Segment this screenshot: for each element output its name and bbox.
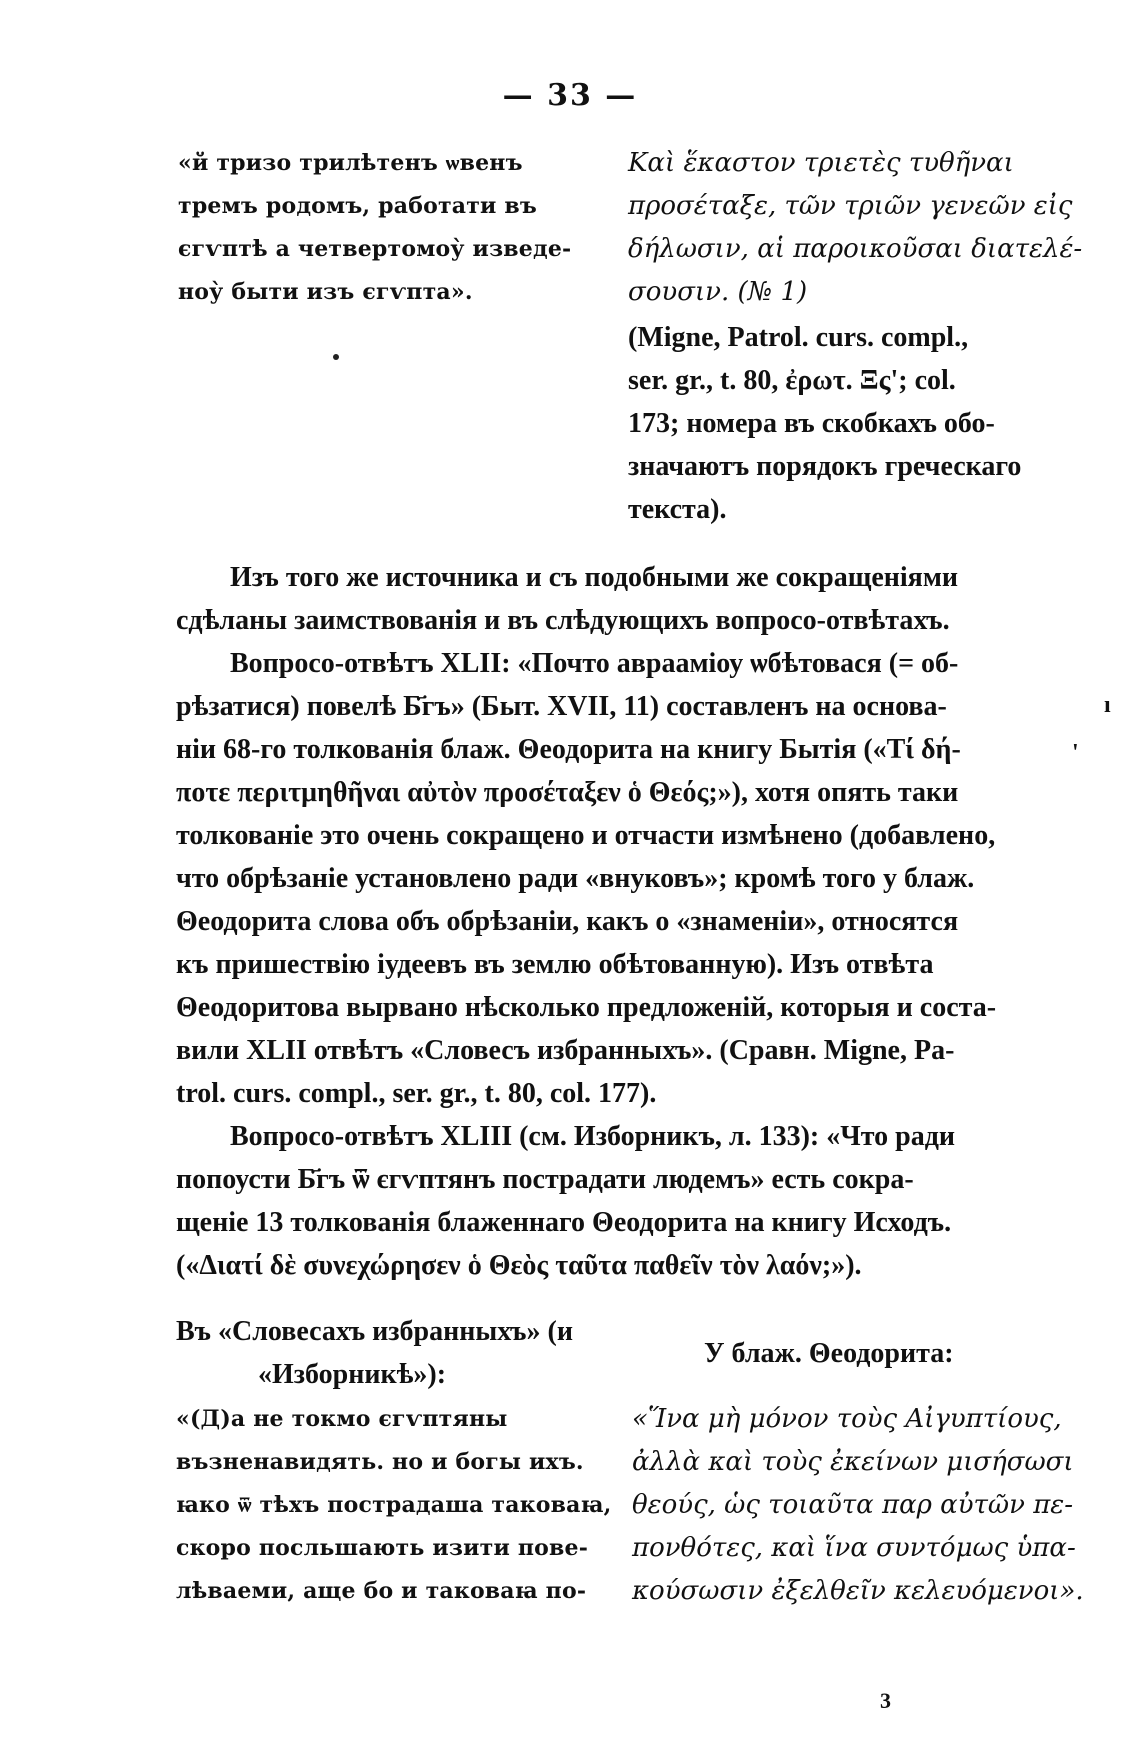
body-line: что обрѣзаніе установлено ради «внуковъ»; кромѣ того у блаж. [176, 863, 975, 894]
greek-line: πονθότες, καὶ ἵνα συντόμως ὑπα- [632, 1533, 1076, 1563]
heading-line: У блаж. Θеодорита: [704, 1338, 954, 1369]
reference-line: текста). [628, 494, 727, 525]
slavonic-line: ноу̀ быти изъ єгѵпта». [178, 279, 473, 305]
greek-line: θεούς, ὡς τοιαῦτα παρ αὐτῶν πε- [632, 1490, 1074, 1520]
reference-line: ser. gr., t. 80, ἐρωτ. Ξς'; col. [628, 365, 956, 396]
greek-line: ἀλλὰ καὶ τοὺς ἐκείνων μισήσωσι [632, 1447, 1074, 1477]
slavonic-line: скоро посльшають изити пове- [176, 1535, 589, 1561]
slavonic-line: ꙗко ѿ тѣхъ пострадаша таковаꙗ, [176, 1492, 612, 1518]
greek-line: κούσωσιν ἐξελθεῖν κελευόμενοι». [632, 1576, 1084, 1606]
top-right-reference [628, 316, 1060, 531]
slavonic-line: єгѵптѣ а четвертомоу̀ изведе- [178, 236, 572, 262]
body-line: рѣзатися) повелѣ Б҃гъ» (Быт. XVII, 11) составленъ на основа- [176, 691, 947, 722]
stray-dot [333, 354, 339, 360]
slavonic-line: «(Д)а не токмо єгѵптяны [176, 1406, 508, 1432]
slavonic-line: лѣваеми, аще бо и таковаꙗ по- [176, 1578, 587, 1604]
body-line: вили XLII отвѣтъ «Словесъ избранныхъ». (Сравн. Migne, Pa- [176, 1035, 955, 1066]
bottom-right-greek-column [632, 1398, 1084, 1613]
greek-line: «Ἵνα μὴ μόνον τοὺς Αἰγυπτίους, [632, 1404, 1062, 1434]
top-right-greek-column [628, 142, 1083, 314]
margin-mark: ı [1104, 692, 1111, 718]
heading-line: Въ «Словесахъ избранныхъ» (и [176, 1316, 573, 1347]
body-line: Вопросо-отвѣтъ XLII: «Почто аврааміоу ѡбѣтовася (= об- [230, 648, 959, 679]
reference-line: (Migne, Patrol. curs. compl., [628, 322, 969, 353]
greek-line: Καὶ ἕκαστον τριετὲς τυθῆναι [628, 148, 1014, 178]
heading-line: «Изборникѣ»): [258, 1359, 447, 1390]
body-line: попоусти Б҃гъ ѿ єгѵптянъ пострадати людемъ» есть сокра- [176, 1164, 914, 1195]
body-line: ніи 68-го толкованія блаж. Θеодорита на книгу Бытія («Τί δή- [176, 734, 961, 765]
body-line: («Διατί δὲ συνεχώρησεν ὁ Θεὸς ταῦτα παθεῖν τὸν λαόν;»). [176, 1250, 862, 1281]
slavonic-line: «й тризо трилѣтенъ ѡвенъ [178, 150, 523, 176]
bottom-left-heading [176, 1310, 606, 1396]
bottom-right-heading [704, 1332, 1064, 1375]
greek-line: σουσιν. (№ 1) [628, 277, 808, 307]
slavonic-line: тремъ родомъ, работати въ [178, 193, 537, 219]
body-line: къ пришествію іудеевъ въ землю обѣтованную). Изъ отвѣта [176, 949, 934, 980]
body-line: Θеодорита слова объ обрѣзаніи, какъ о «знаменіи», относятся [176, 906, 959, 937]
main-body-text [176, 556, 1058, 1287]
body-line: Изъ того же источника и съ подобными же сокращеніями [230, 562, 959, 593]
body-line: сдѣланы заимствованія и въ слѣдующихъ вопросо-отвѣтахъ. [176, 605, 950, 636]
body-line: толкованіе это очень сокращено и отчасти измѣнено (добавлено, [176, 820, 996, 851]
bottom-left-slavonic-column [176, 1398, 612, 1613]
reference-line: 173; номера въ скобкахъ обо- [628, 408, 995, 439]
body-line: trol. curs. compl., ser. gr., t. 80, col. 177). [176, 1078, 657, 1109]
greek-line: προσέταξε, τῶν τριῶν γενεῶν εἰς [628, 191, 1073, 221]
page-number: — 33 — [502, 78, 638, 113]
signature-mark: 3 [880, 1688, 891, 1713]
body-line: щеніе 13 толкованія блаженнаго Θеодорита на книгу Исходъ. [176, 1207, 952, 1238]
reference-line: значаютъ порядокъ греческаго [628, 451, 1022, 482]
top-left-slavonic-column [178, 142, 598, 314]
body-line: Вопросо-отвѣтъ XLIII (см. Изборникъ, л. 133): «Что ради [230, 1121, 956, 1152]
greek-line: δήλωσιν, αἱ παροικοῦσαι διατελέ- [628, 234, 1083, 264]
body-line: ποτε περιτμηθῆναι αὐτὸν προσέταξεν ὁ Θεός;»), хотя опять таки [176, 777, 959, 808]
slavonic-line: възненавидять. но и богы ихъ. [176, 1449, 584, 1475]
body-line: Θеодоритова вырвано нѣсколько предложеній, которыя и соста- [176, 992, 997, 1023]
margin-mark: ' [1072, 740, 1079, 766]
